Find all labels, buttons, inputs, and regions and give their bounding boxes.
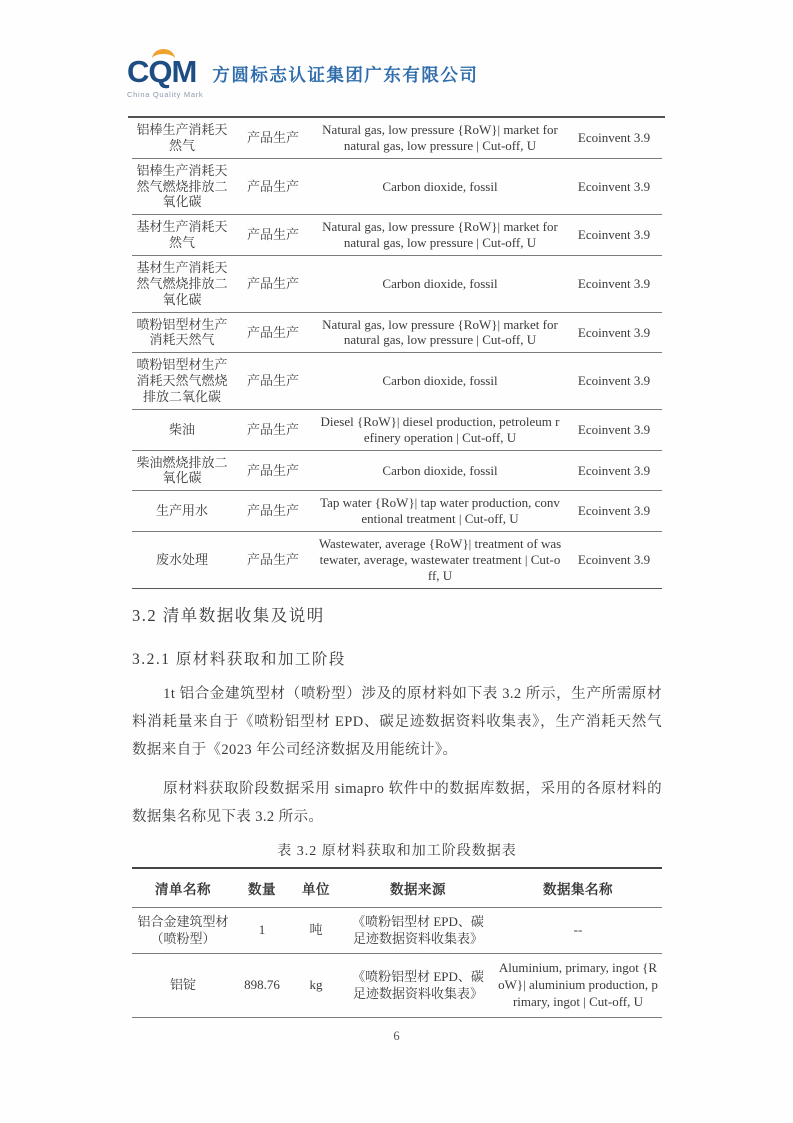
table-3-2-caption: 表 3.2 原材料获取和加工阶段数据表 [277,843,517,859]
inventory-item-cell: 废水处理 [132,532,232,589]
logo-text: CQM [127,54,197,89]
table-row [132,954,662,1018]
source-cell: Ecoinvent 3.9 [566,353,662,410]
section-heading-3-2: 3.2 清单数据收集及说明 [132,605,325,625]
header-dataset-name: 数据集名称 [494,868,662,908]
dataset-name-cell: Aluminium, primary, ingot {RoW}| aluminium production, primary, ingot | Cut-off, U [494,954,662,1018]
dataset-cell: Tap water {RoW}| tap water production, conventional treatment | Cut-off, U [314,491,566,532]
stage-cell: 产品生产 [232,256,314,313]
source-cell: Ecoinvent 3.9 [566,118,662,158]
stage-cell: 产品生产 [232,532,314,589]
dataset-cell: Natural gas, low pressure {RoW}| market for natural gas, low pressure | Cut-off, U [314,118,566,158]
stage-cell: 产品生产 [232,215,314,256]
dataset-cell: Diesel {RoW}| diesel production, petroleum refinery operation | Cut-off, U [314,409,566,450]
dataset-cell: Carbon dioxide, fossil [314,353,566,410]
stage-cell: 产品生产 [232,491,314,532]
company-name: 方圆标志认证集团广东有限公司 [212,65,479,85]
stage-cell: 产品生产 [232,409,314,450]
logo-arc-icon [152,49,175,59]
table-row [132,158,662,215]
header-unit: 单位 [290,868,342,908]
source-cell: Ecoinvent 3.9 [566,158,662,215]
header-data-source: 数据来源 [342,868,494,908]
quantity-cell: 898.76 [234,954,290,1018]
cqm-logo [127,56,203,99]
table-row [132,450,662,491]
dataset-name-cell: -- [494,907,662,954]
unit-cell: kg [290,954,342,1018]
inventory-item-cell: 柴油燃烧排放二氧化碳 [132,450,232,491]
dataset-cell: Natural gas, low pressure {RoW}| market for natural gas, low pressure | Cut-off, U [314,312,566,353]
page-header [127,56,478,99]
data-source-cell: 《喷粉铝型材 EPD、碳足迹数据资料收集表》 [342,907,494,954]
inventory-item-cell: 喷粉铝型材生产消耗天然气燃烧排放二氧化碳 [132,353,232,410]
inventory-item-cell: 铝棒生产消耗天然气 [132,118,232,158]
header-quantity: 数量 [234,868,290,908]
table-row [132,532,662,589]
inventory-item-cell: 铝棒生产消耗天然气燃烧排放二氧化碳 [132,158,232,215]
table-row [132,353,662,410]
data-source-cell: 《喷粉铝型材 EPD、碳足迹数据资料收集表》 [342,954,494,1018]
stage-cell: 产品生产 [232,312,314,353]
dataset-cell: Carbon dioxide, fossil [314,158,566,215]
source-cell: Ecoinvent 3.9 [566,409,662,450]
materials-table [132,867,662,1018]
page-content [132,118,662,1018]
source-cell: Ecoinvent 3.9 [566,256,662,313]
inventory-item-cell: 生产用水 [132,491,232,532]
table-header-row [132,868,662,908]
table-row [132,215,662,256]
table-row [132,256,662,313]
source-cell: Ecoinvent 3.9 [566,312,662,353]
dataset-cell: Wastewater, average {RoW}| treatment of wastewater, average, wastewater treatment | Cut-off, U [314,532,566,589]
quantity-cell: 1 [234,907,290,954]
material-name-cell: 铝合金建筑型材（喷粉型） [132,907,234,954]
datasets-table [132,118,662,589]
header-inventory-name: 清单名称 [132,868,234,908]
source-cell: Ecoinvent 3.9 [566,491,662,532]
source-cell: Ecoinvent 3.9 [566,532,662,589]
stage-cell: 产品生产 [232,118,314,158]
table-row [132,118,662,158]
logo-tagline: China Quality Mark [127,90,204,99]
section-heading-3-2-1: 3.2.1 原材料获取和加工阶段 [132,650,346,668]
stage-cell: 产品生产 [232,450,314,491]
material-name-cell: 铝锭 [132,954,234,1018]
table-row [132,907,662,954]
inventory-item-cell: 喷粉铝型材生产消耗天然气 [132,312,232,353]
stage-cell: 产品生产 [232,353,314,410]
table-row [132,491,662,532]
paragraph-simapro: 原材料获取阶段数据采用 simapro 软件中的数据库数据，采用的各原材料的数据集名称见下表 3.2 所示。 [132,780,662,825]
dataset-cell: Natural gas, low pressure {RoW}| market for natural gas, low pressure | Cut-off, U [314,215,566,256]
source-cell: Ecoinvent 3.9 [566,215,662,256]
table-row [132,312,662,353]
stage-cell: 产品生产 [232,158,314,215]
unit-cell: 吨 [290,907,342,954]
source-cell: Ecoinvent 3.9 [566,450,662,491]
page-number: 6 [393,1029,400,1043]
dataset-cell: Carbon dioxide, fossil [314,450,566,491]
table-row [132,409,662,450]
paragraph-raw-materials: 1t 铝合金建筑型材（喷粉型）涉及的原材料如下表 3.2 所示，生产所需原材料消耗量来自于《喷粉铝型材 EPD、碳足迹数据资料收集表》，生产消耗天然气数据来自于《2023 年公司经济数据及用能统计》。 [132,685,662,758]
inventory-item-cell: 基材生产消耗天然气燃烧排放二氧化碳 [132,256,232,313]
inventory-item-cell: 基材生产消耗天然气 [132,215,232,256]
dataset-cell: Carbon dioxide, fossil [314,256,566,313]
inventory-item-cell: 柴油 [132,409,232,450]
